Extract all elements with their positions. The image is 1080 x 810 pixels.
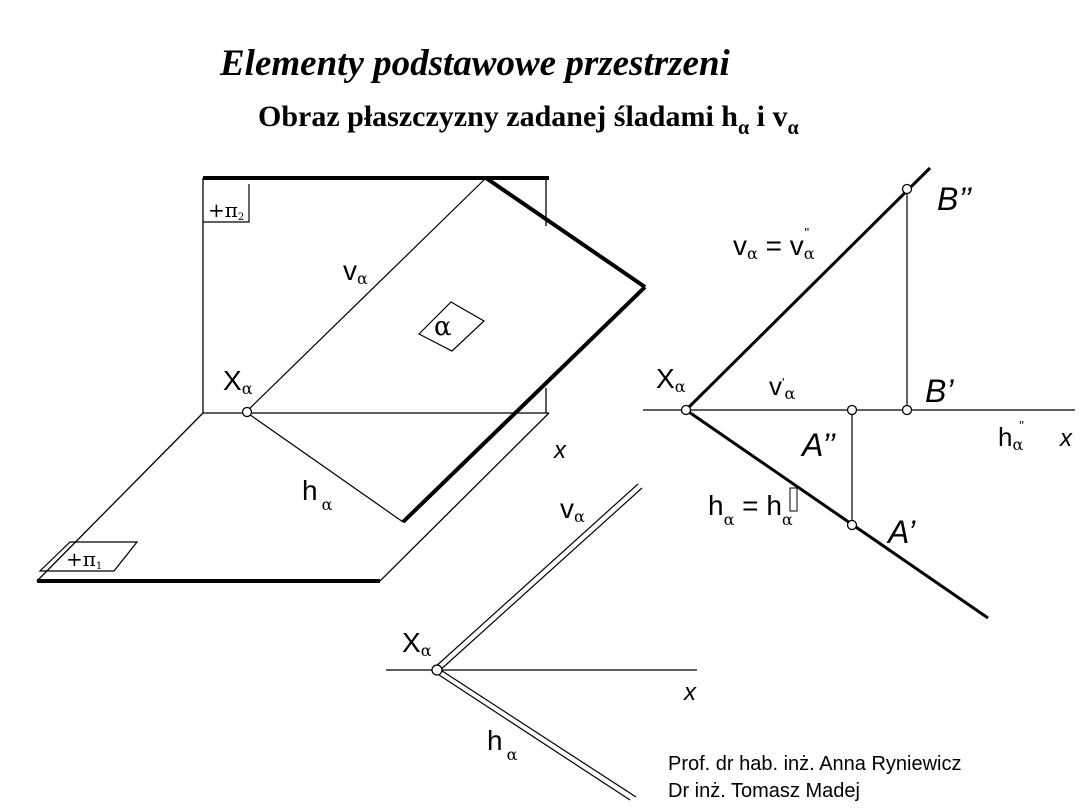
x-alpha-label-space: Xα [223,365,253,398]
point-x-alpha-monge [432,665,442,675]
point-b2-label: B’’ [937,181,972,217]
point-b2-marker [903,185,912,194]
trace-v-right [686,168,930,410]
placeholder-glyph-box [790,488,797,511]
trace-v-monge-b [438,488,642,672]
pi1-label: +π1 [66,547,103,572]
slide-title: Elementy podstawowe przestrzeni [220,43,730,84]
v-alpha-eq-label: vα = vα" [733,225,815,263]
point-b1-label: B’ [925,373,954,409]
x-axis-label-space: x [554,437,566,464]
monge-labels [402,493,697,764]
v-alpha-label-space: vα [343,255,368,288]
h-alpha-label-space: h $_\alpha$ [302,475,333,514]
author-credits [668,751,961,805]
points-view [643,168,1075,618]
point-a2-marker [848,406,857,415]
credit-line-1: Prof. dr hab. inż. Anna Ryniewicz [668,753,962,775]
point-x-alpha-space [243,408,252,417]
trace-v-monge-a [434,484,638,668]
x-alpha-label-right: Xα [656,363,686,396]
subtitle-text: Obraz płaszczyzny zadanej śladami h [258,100,738,133]
credit-line-2: Dr inż. Tomasz Madej [668,780,860,802]
point-a1-label: A’ [888,514,916,550]
v-alpha-prime-label: $v'_\alpha$ [769,371,796,403]
pi1-right-edge [380,413,549,581]
point-x-alpha-right [682,406,691,415]
point-b1-marker [903,406,912,415]
subtitle-text-middle: i v [749,100,788,133]
plane-alpha-top-edge [486,178,645,287]
trace-v-space [246,178,486,412]
pi1-left-edge [37,413,203,581]
point-a1-marker [848,521,857,530]
trace-h-monge-a [436,667,636,797]
alpha-plane-label: α [434,312,452,342]
trace-h-monge-b [436,673,630,800]
spatial-labels [66,198,567,572]
v-alpha-label-monge: vα [560,493,585,526]
subtitle-subscript-alpha-2: α [787,117,799,139]
subtitle-subscript-alpha-1: α [738,117,750,139]
h-alpha-eq-label: $h_\alpha = h_\alpha$ [708,490,793,529]
spatial-view [37,178,645,581]
points-labels [656,181,1073,550]
point-a2-label: A’’ [802,427,836,463]
h-alpha-label-monge: h $_\alpha$ [487,725,518,764]
x-axis-label-right: x [1060,425,1072,452]
x-axis-label-monge: x [684,679,696,706]
h-alpha-second-label: hα" [998,418,1024,454]
pi2-label: +π2 [208,198,245,223]
monge-view [386,484,697,800]
x-alpha-label-monge: Xα [402,627,432,660]
